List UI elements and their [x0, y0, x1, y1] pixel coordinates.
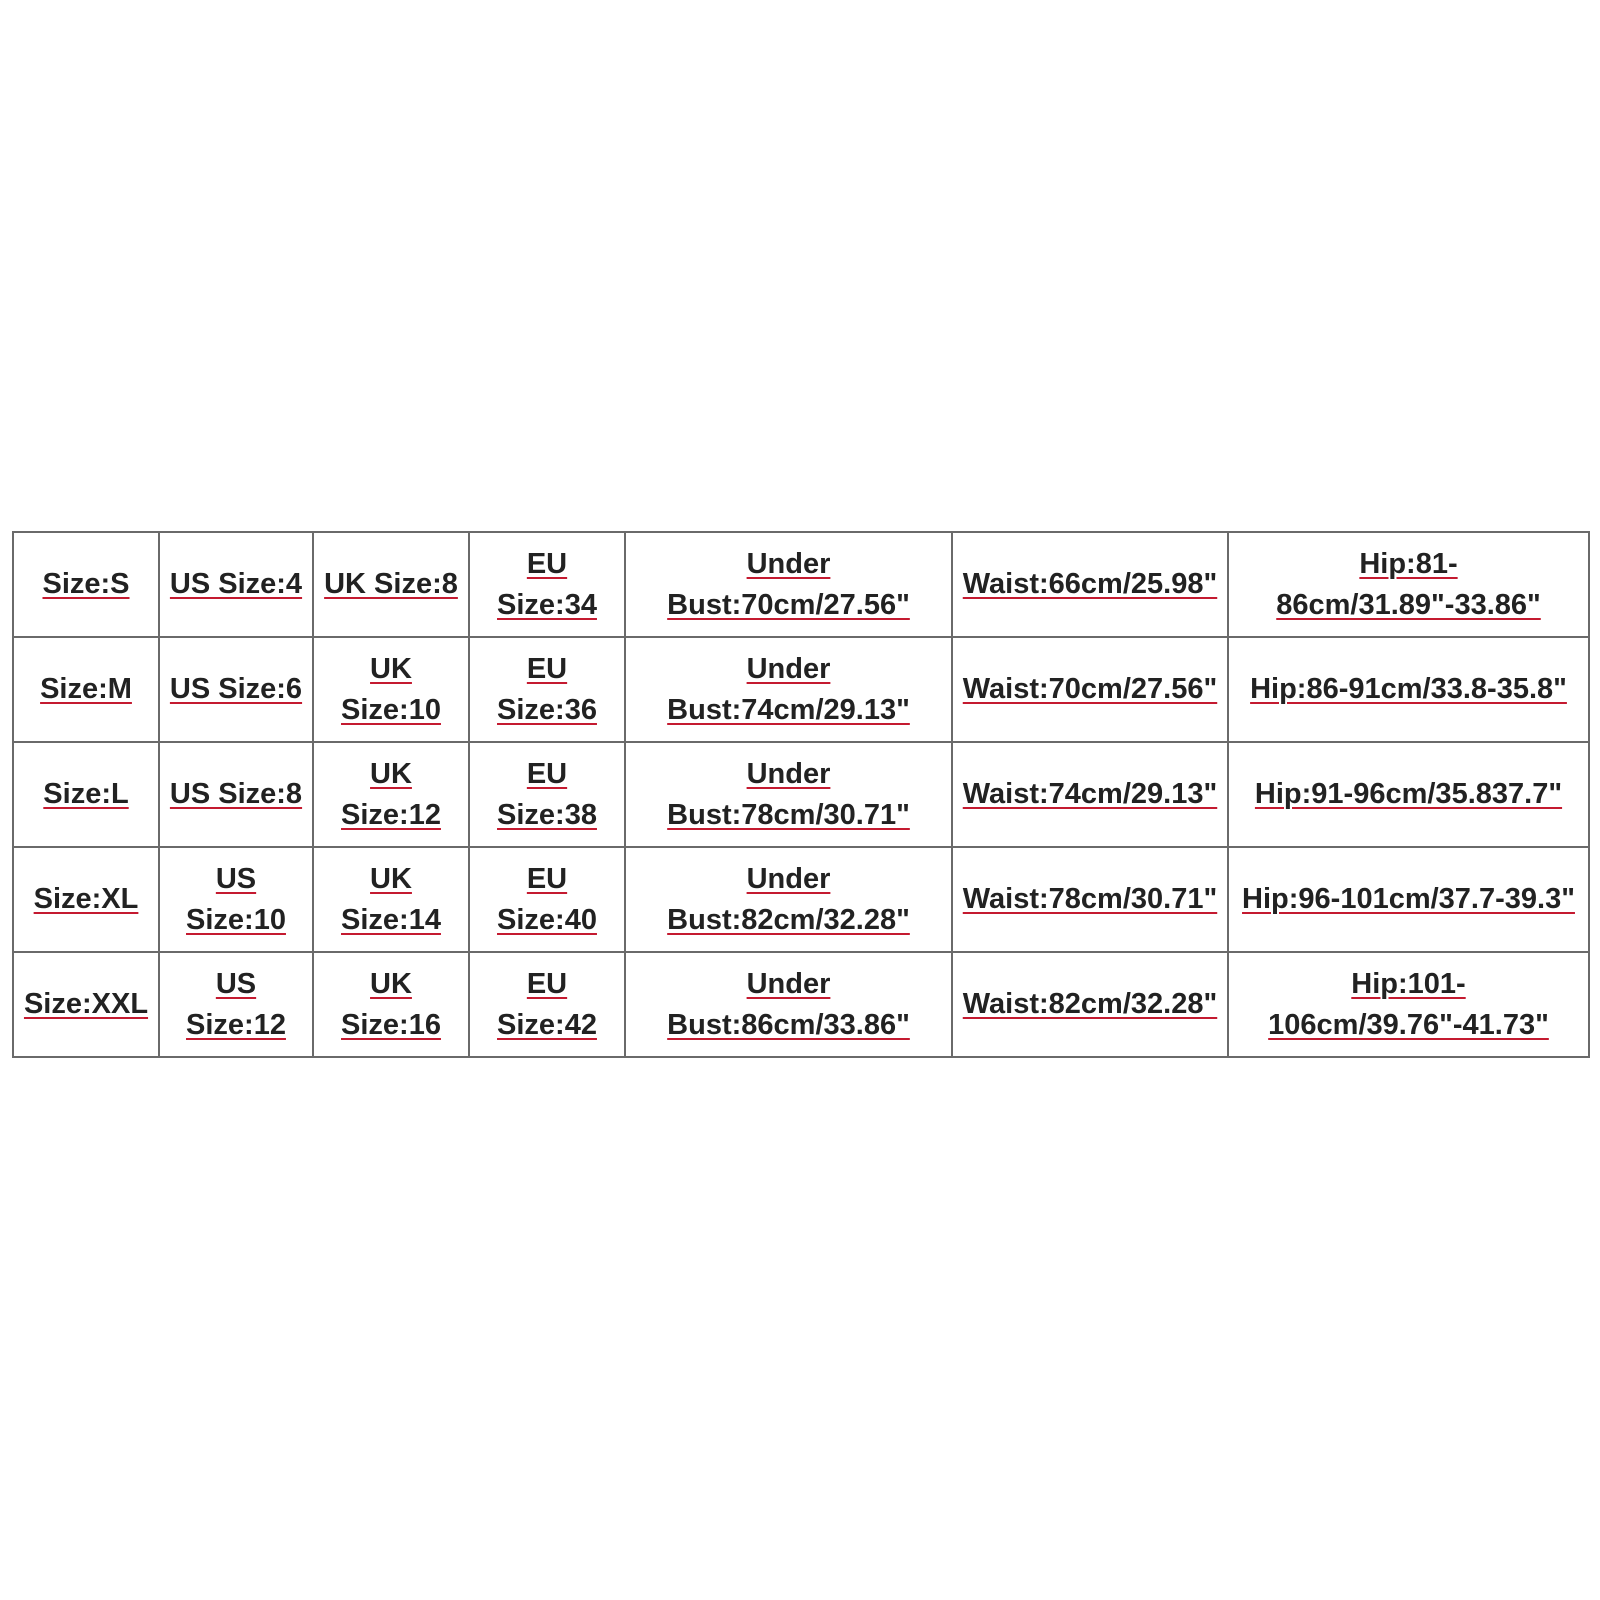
eu-size-label: EU Size:38	[497, 757, 597, 831]
uk-size-label: UK Size:8	[324, 568, 458, 600]
table-row	[13, 742, 1589, 847]
under-bust-cell	[625, 742, 952, 847]
us-size-label: US Size:4	[169, 568, 303, 600]
uk-size-label: UK Size:10	[341, 652, 441, 726]
us-size-cell	[159, 742, 313, 847]
table-row	[13, 532, 1589, 637]
table-row	[13, 952, 1589, 1057]
size-label: Size:XXL	[23, 988, 149, 1020]
size-cell	[13, 742, 159, 847]
under-bust-label: Under Bust:86cm/33.86"	[667, 967, 910, 1041]
size-chart-table	[12, 531, 1590, 1058]
waist-label: Waist:70cm/27.56"	[962, 673, 1218, 705]
size-label: Size:L	[43, 778, 129, 810]
size-cell	[13, 847, 159, 952]
waist-cell	[952, 742, 1228, 847]
waist-label: Waist:66cm/25.98"	[962, 568, 1218, 600]
eu-size-label: EU Size:36	[497, 652, 597, 726]
eu-size-label: EU Size:34	[497, 547, 597, 621]
us-size-cell	[159, 637, 313, 742]
waist-cell	[952, 847, 1228, 952]
size-cell	[13, 637, 159, 742]
hip-cell	[1228, 742, 1589, 847]
eu-size-cell	[469, 637, 625, 742]
eu-size-label: EU Size:40	[497, 862, 597, 936]
waist-cell	[952, 952, 1228, 1057]
waist-label: Waist:74cm/29.13"	[962, 778, 1218, 810]
eu-size-cell	[469, 532, 625, 637]
us-size-label: US Size:10	[186, 862, 286, 936]
uk-size-cell	[313, 637, 469, 742]
us-size-label: US Size:8	[169, 778, 303, 810]
hip-cell	[1228, 847, 1589, 952]
hip-label: Hip:96-101cm/37.7-39.3"	[1242, 883, 1575, 915]
eu-size-cell	[469, 847, 625, 952]
uk-size-cell	[313, 742, 469, 847]
under-bust-label: Under Bust:78cm/30.71"	[667, 757, 910, 831]
waist-cell	[952, 637, 1228, 742]
table-row	[13, 847, 1589, 952]
uk-size-cell	[313, 532, 469, 637]
us-size-label: US Size:12	[186, 967, 286, 1041]
us-size-label: US Size:6	[169, 673, 303, 705]
size-label: Size:S	[42, 568, 130, 600]
hip-label: Hip:91-96cm/35.837.7"	[1254, 778, 1563, 810]
hip-cell	[1228, 952, 1589, 1057]
under-bust-cell	[625, 847, 952, 952]
size-label: Size:M	[40, 673, 132, 705]
eu-size-label: EU Size:42	[497, 967, 597, 1041]
eu-size-cell	[469, 952, 625, 1057]
waist-label: Waist:82cm/32.28"	[962, 988, 1218, 1020]
size-cell	[13, 532, 159, 637]
uk-size-cell	[313, 847, 469, 952]
size-label: Size:XL	[33, 883, 139, 915]
table-row	[13, 637, 1589, 742]
size-cell	[13, 952, 159, 1057]
under-bust-label: Under Bust:74cm/29.13"	[667, 652, 910, 726]
uk-size-cell	[313, 952, 469, 1057]
us-size-cell	[159, 847, 313, 952]
uk-size-label: UK Size:14	[341, 862, 441, 936]
hip-label: Hip:81- 86cm/31.89"-33.86"	[1276, 547, 1541, 621]
under-bust-cell	[625, 952, 952, 1057]
eu-size-cell	[469, 742, 625, 847]
under-bust-cell	[625, 532, 952, 637]
uk-size-label: UK Size:16	[341, 967, 441, 1041]
hip-cell	[1228, 532, 1589, 637]
uk-size-label: UK Size:12	[341, 757, 441, 831]
under-bust-label: Under Bust:82cm/32.28"	[667, 862, 910, 936]
waist-label: Waist:78cm/30.71"	[962, 883, 1218, 915]
under-bust-cell	[625, 637, 952, 742]
under-bust-label: Under Bust:70cm/27.56"	[667, 547, 910, 621]
hip-label: Hip:101- 106cm/39.76"-41.73"	[1268, 967, 1549, 1041]
us-size-cell	[159, 952, 313, 1057]
us-size-cell	[159, 532, 313, 637]
hip-cell	[1228, 637, 1589, 742]
waist-cell	[952, 532, 1228, 637]
hip-label: Hip:86-91cm/33.8-35.8"	[1250, 673, 1567, 705]
